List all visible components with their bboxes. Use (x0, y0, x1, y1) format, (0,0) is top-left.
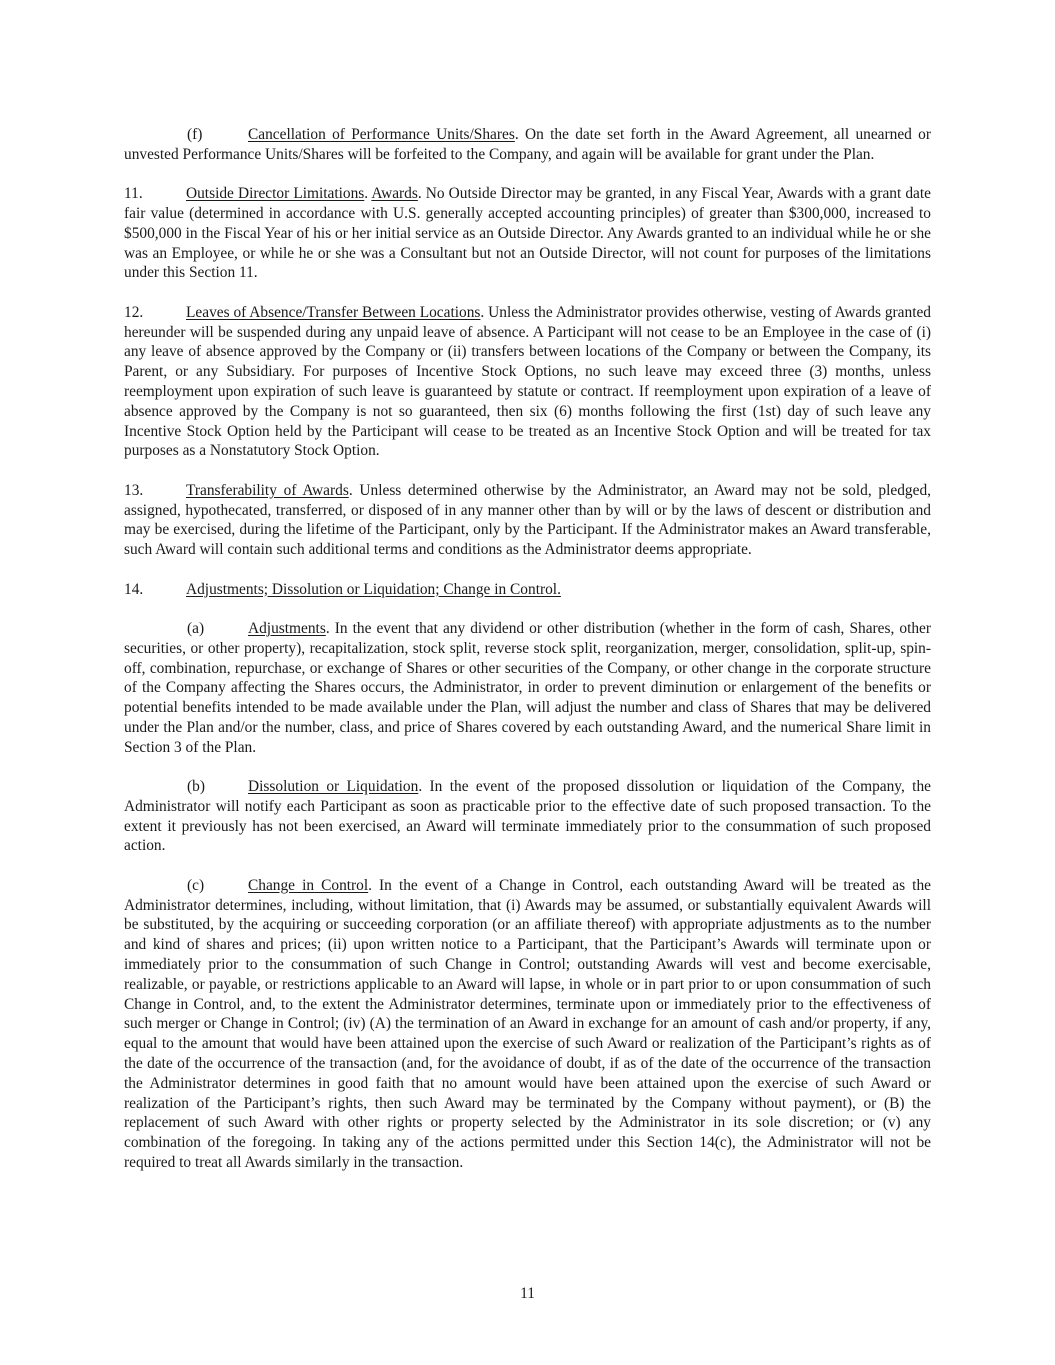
section-label: (f) (187, 126, 203, 143)
paragraph-body: Unless the Administrator provides otherwise, vesting of Awards granted hereunder will be suspended during any unpaid leave of absence. A Participant will not cease to be an Employee in the case of (i) any leave of absence approved by the Company or (ii) transfers between locations of the Company or between the Company, its Parent, or any Subsidiary. For purposes of Incentive Stock Options, no such leave may exceed three (3) months, unless reemployment upon expiration of such leave is guaranteed by statute or contract. If reemployment upon expiration of a leave of absence approved by the Company is not so guaranteed, then six (6) months following the first (1st) day of such leave any Incentive Stock Option held by the Participant will cease to be treated as an Incentive Stock Option and will be treated for tax purposes as a Nonstatutory Stock Option. (124, 303, 931, 460)
section-label: (b) (187, 778, 205, 796)
paragraph-section-12 (124, 303, 931, 461)
section-heading: Adjustments; Dissolution or Liquidation; Change in Control. (186, 580, 561, 598)
paragraph-section-14 (124, 580, 931, 600)
paragraph-section-13 (124, 481, 931, 560)
section-label: (c) (187, 876, 205, 894)
paragraph-body: In the event of a Change in Control, each outstanding Award will be treated as the Administrator determines, including, without limitation, that (i) Awards may be assumed, or substantially equivalent Awards will be substituted, by the acquiring or succeeding corporation (or an affiliate thereof) with appropriate adjustments as to the number and kind of shares and prices; (ii) upon written notice to a Participant, that the Participant’s Awards will terminate upon or immediately prior to the consummation of such Change in Control; outstanding Awards will vest and become exercisable, realizable, or payable, or restrictions applicable to an Award will lapse, in whole or in part prior to or upon consummation of such Change in Control, and, to the extent the Administrator determines, terminate upon or immediately prior to the effectiveness of such merger or Change in Control; (iv) (A) the termination of an Award in exchange for an amount of cash and/or property, if any, equal to the amount that would have been attained upon the exercise of such Award or realization of the Participant’s rights as of the date of the occurrence of the transaction (and, for the avoidance of doubt, if as of the date of the occurrence of the transaction the Administrator determines in good faith that no amount would have been attained upon the exercise of such Award or realization of the Participant’s rights, then such Award may be terminated by the Company without payment), or (B) the replacement of such Award with other rights or property selected by the Administrator in its sole discretion; or (v) any combination of the foregoing. In taking any of the actions permitted under this Section 14(c), the Administrator will not be required to treat all Awards similarly in the transaction. (124, 876, 931, 1172)
paragraph-14b (124, 777, 931, 856)
document-page (124, 125, 931, 1192)
heading-punctuation: . (364, 185, 372, 203)
paragraph-section-11 (124, 184, 931, 283)
heading-punctuation: . (480, 303, 485, 321)
heading-punctuation: . (348, 481, 353, 499)
section-subheading: Awards (371, 185, 418, 203)
section-heading: Transferability of Awards (186, 481, 349, 499)
section-heading: Cancellation of Performance Units/Shares (248, 126, 515, 143)
section-heading: Dissolution or Liquidation (248, 778, 419, 796)
paragraph-body: On the date set forth in the Award Agreement, all unearned or unvested Performance Units/Shares will be forfeited to the Company, and again will be available for grant under the Plan. (124, 126, 931, 163)
section-heading: Outside Director Limitations (186, 185, 365, 203)
paragraph-body: . No Outside Director may be granted, in any Fiscal Year, Awards with a grant date fair value (determined in accordance with U.S. generally accepted accounting principles) of greater than $300,000, increased to $500,000 in the Fiscal Year of his or her initial service as an Outside Director. Any Awards granted to an individual while he or she was an Employee, or while he or she was a Consultant but not an Outside Director, will not count for purposes of the limitations under this Section 11. (124, 185, 931, 282)
section-heading: Leaves of Absence/Transfer Between Locations (186, 303, 481, 321)
heading-punctuation: . (514, 126, 519, 143)
paragraph-body: Unless determined otherwise by the Administrator, an Award may not be sold, pledged, assigned, hypothecated, transferred, or disposed of in any manner other than by will or by the laws of descent or distribution and may be exercised, during the lifetime of the Participant, only by the Participant. If the Administrator makes an Award transferable, such Award will contain such additional terms and conditions as the Administrator deems appropriate. (124, 481, 931, 559)
paragraph-body: In the event that any dividend or other distribution (whether in the form of cash, Shares, other securities, or other property), recapitalization, stock split, reverse stock split, reorganization, merger, consolidation, split-up, spin-off, combination, repurchase, or exchange of Shares or other securities of the Company, or other change in the corporate structure of the Company affecting the Shares occurs, the Administrator, in order to prevent diminution or enlargement of the benefits or potential benefits intended to be made available under the Plan, will adjust the number and class of Shares that may be delivered under the Plan and/or the number, class, and price of Shares covered by each outstanding Award, and the numerical Share limit in Section 3 of the Plan. (124, 619, 931, 756)
section-heading: Change in Control (248, 876, 369, 894)
heading-punctuation: . (368, 876, 372, 894)
section-label: (a) (187, 619, 205, 637)
heading-punctuation: . (418, 778, 423, 796)
section-number: 14. (124, 580, 144, 598)
section-heading: Adjustments (248, 619, 326, 637)
paragraph-14a (124, 619, 931, 758)
heading-punctuation: . (325, 619, 330, 637)
section-number: 11. (124, 185, 143, 203)
paragraph-14c (124, 876, 931, 1173)
section-number: 12. (124, 303, 144, 321)
paragraph-body: In the event of the proposed dissolution or liquidation of the Company, the Administrator will notify each Participant as soon as practicable prior to the effective date of such proposed transaction. To the extent it previously has not been exercised, an Award will terminate immediately prior to the consummation of such proposed action. (124, 778, 931, 855)
section-number: 13. (124, 481, 144, 499)
page-number: 11 (520, 1285, 535, 1302)
paragraph-10f (124, 125, 931, 165)
